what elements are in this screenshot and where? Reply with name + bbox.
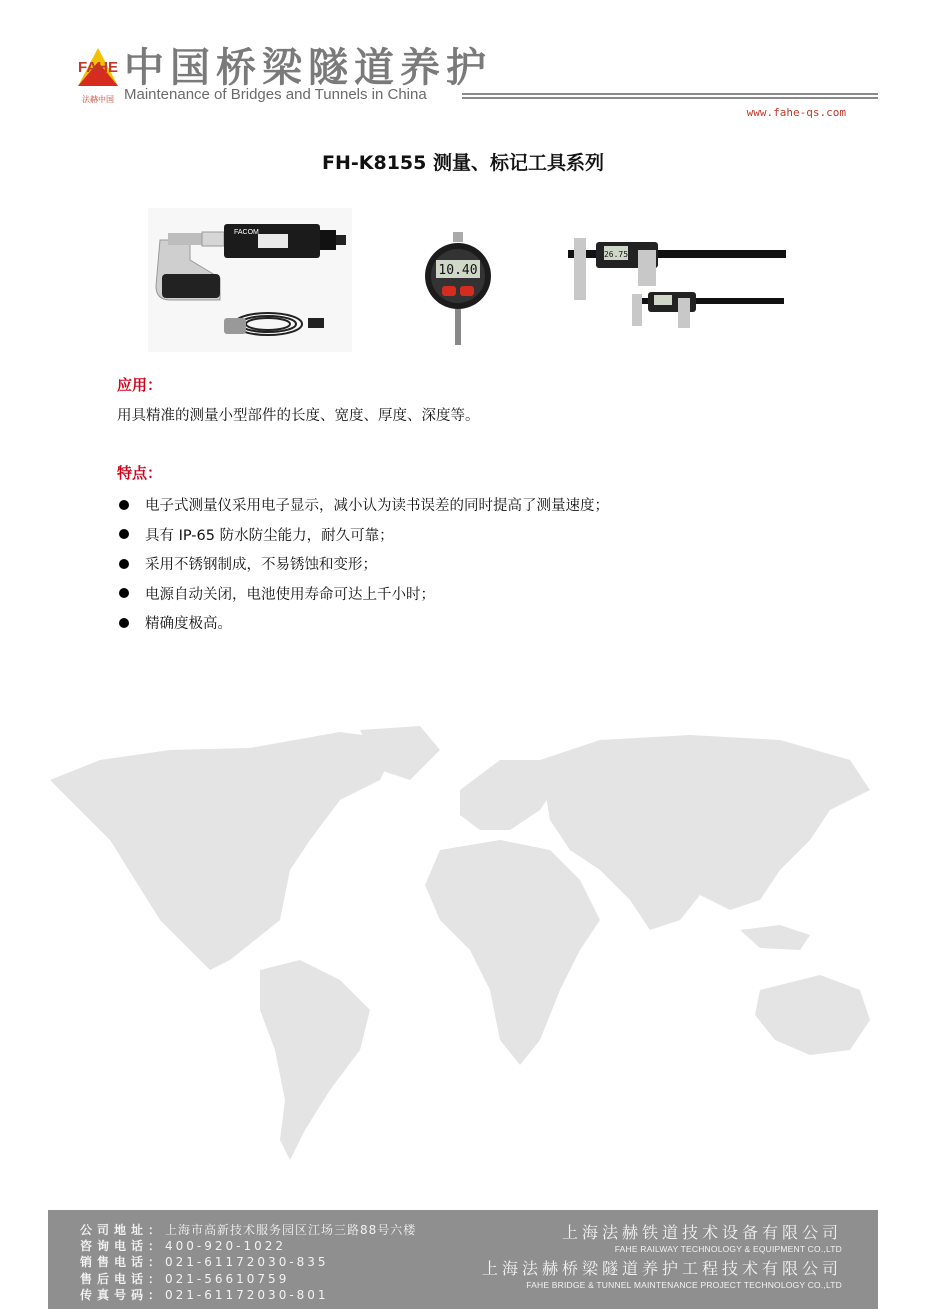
list-item bbox=[117, 520, 609, 550]
contact-row bbox=[80, 1238, 416, 1254]
company-2-name-cn: 上海法赫桥梁隧道养护工程技术有限公司 bbox=[481, 1259, 842, 1278]
contact-info bbox=[80, 1222, 416, 1303]
company-2 bbox=[482, 1256, 842, 1290]
contact-fax: 021-61172030-801 bbox=[165, 1287, 329, 1302]
features-list bbox=[117, 490, 609, 638]
feature-text: 电源自动关闭，电池使用寿命可达上千小时； bbox=[145, 586, 435, 603]
bullet-icon bbox=[119, 588, 129, 598]
caliper-display: 26.75 bbox=[603, 250, 629, 259]
bullet-icon bbox=[119, 559, 129, 569]
contact-phone: 400-920-1022 bbox=[165, 1239, 287, 1254]
contact-row bbox=[80, 1254, 416, 1270]
application-heading: 应用： bbox=[117, 376, 163, 394]
company-1-name-cn: 上海法赫铁道技术设备有限公司 bbox=[561, 1223, 842, 1242]
list-item bbox=[117, 490, 609, 520]
header-divider bbox=[462, 93, 878, 101]
calipers-image bbox=[566, 228, 790, 334]
bullet-icon bbox=[119, 618, 129, 628]
brand-name-cn: 中国桥梁隧道养护 bbox=[124, 45, 492, 91]
world-map-watermark bbox=[40, 720, 890, 1170]
contact-label: 销售电话： bbox=[80, 1255, 166, 1270]
company-1 bbox=[562, 1220, 842, 1254]
contact-label: 公司地址： bbox=[80, 1223, 166, 1237]
contact-label: 咨询电话： bbox=[80, 1239, 166, 1254]
dial-indicator-image bbox=[420, 232, 496, 348]
footer bbox=[48, 1210, 878, 1309]
fahe-logo-icon bbox=[76, 42, 120, 104]
bullet-icon bbox=[119, 500, 129, 510]
list-item bbox=[117, 579, 609, 609]
contact-phone: 021-61172030-835 bbox=[165, 1255, 329, 1270]
bullet-icon bbox=[119, 529, 129, 539]
brand-name-en: Maintenance of Bridges and Tunnels in China bbox=[124, 86, 427, 103]
page-title: FH-K8155 测量、标记工具系列 bbox=[322, 152, 604, 174]
contact-row bbox=[80, 1222, 416, 1238]
feature-text: 电子式测量仪采用电子显示，减小认为读书误差的同时提高了测量速度； bbox=[145, 498, 609, 515]
company-1-name-en: FAHE RAILWAY TECHNOLOGY & EQUIPMENT CO.,LTD bbox=[614, 1244, 842, 1254]
feature-text: 精确度极高。 bbox=[145, 616, 232, 633]
contact-phone: 021-56610759 bbox=[165, 1271, 290, 1286]
contact-label: 售后电话： bbox=[80, 1271, 166, 1286]
features-heading: 特点： bbox=[117, 464, 163, 482]
feature-text: 具有 IP-65 防水防尘能力，耐久可靠； bbox=[145, 527, 394, 544]
micrometer-image bbox=[148, 208, 352, 352]
logo-subtext: 法赫中国 bbox=[82, 95, 114, 104]
contact-label: 传真号码： bbox=[80, 1287, 166, 1302]
contact-row bbox=[80, 1271, 416, 1287]
logo-text: FAHE bbox=[77, 59, 119, 76]
application-text: 用具精准的测量小型部件的长度、宽度、厚度、深度等。 bbox=[117, 408, 480, 424]
feature-text: 采用不锈钢制成，不易锈蚀和变形； bbox=[145, 557, 377, 574]
micrometer-brand: FACOM bbox=[234, 229, 259, 236]
company-2-name-en: FAHE BRIDGE & TUNNEL MAINTENANCE PROJECT TECHNOLOGY CO.,LTD bbox=[526, 1280, 842, 1290]
website-link[interactable]: www.fahe-qs.com bbox=[746, 106, 846, 119]
list-item bbox=[117, 549, 609, 579]
contact-row bbox=[80, 1287, 416, 1303]
contact-address: 上海市高新技术服务园区江场三路88号六楼 bbox=[165, 1223, 417, 1237]
list-item bbox=[117, 608, 609, 638]
dial-indicator-display: 10.40 bbox=[438, 263, 478, 278]
